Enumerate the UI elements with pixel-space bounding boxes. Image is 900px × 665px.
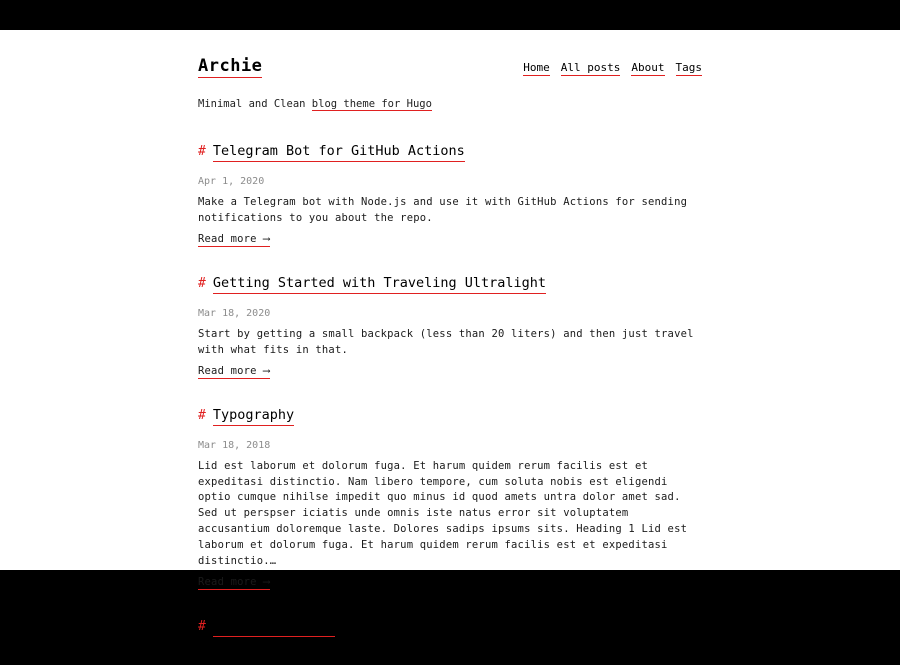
nav-item-all-posts[interactable]: All posts bbox=[560, 61, 621, 74]
main-navigation bbox=[523, 61, 702, 76]
post-list bbox=[198, 143, 702, 637]
tagline-theme-link[interactable]: blog theme for Hugo bbox=[311, 98, 432, 111]
list-item bbox=[198, 407, 702, 591]
post-title-row bbox=[198, 618, 702, 637]
tagline-text: Minimal and Clean bbox=[198, 98, 312, 111]
post-title-link[interactable]: Typography bbox=[213, 407, 294, 426]
post-summary: Lid est laborum et dolorum fuga. Et harum quidem rerum facilis est et expeditasi distinctio. Nam libero tempore, cum soluta nobis est eligendi optio cumque nihilse impedit quo minus id quod amets untra dolor amet sad. Sed ut perspser iciatis unde omnis iste natus error sit voluptatem accusantium doloremque laste. Dolores sadips ipsums sits. Heading 1 Lid est laborum et dolorum fuga. Et harum quidem rerum facilis est et expeditasi distinctio.… bbox=[198, 459, 688, 568]
nav-item-tags[interactable]: Tags bbox=[675, 61, 702, 74]
site-tagline bbox=[198, 97, 702, 113]
post-title-row bbox=[198, 407, 702, 426]
site-title-link[interactable]: Archie bbox=[198, 56, 262, 78]
post-title-row bbox=[198, 275, 702, 294]
read-more-link[interactable]: Read more ⟶ bbox=[198, 364, 270, 377]
post-title-link[interactable]: Telegram Bot for GitHub Actions bbox=[213, 143, 465, 162]
post-date: Apr 1, 2020 bbox=[198, 176, 265, 188]
nav-item-home[interactable]: Home bbox=[523, 61, 550, 74]
nav-item-about[interactable]: About bbox=[631, 61, 665, 74]
list-item bbox=[198, 275, 702, 379]
list-item bbox=[198, 618, 702, 637]
post-title-row bbox=[198, 143, 702, 162]
post-title-link[interactable]: Hugo shortcodes bbox=[213, 618, 335, 637]
hash-icon: # bbox=[198, 619, 206, 635]
post-title-link[interactable]: Getting Started with Traveling Ultralight bbox=[213, 275, 546, 294]
hash-icon: # bbox=[198, 144, 206, 160]
read-more-link[interactable]: Read more ⟶ bbox=[198, 576, 270, 589]
read-more-link[interactable]: Read more ⟶ bbox=[198, 232, 270, 245]
page-canvas bbox=[0, 30, 900, 635]
post-date: Mar 18, 2020 bbox=[198, 307, 271, 319]
post-date: Mar 18, 2018 bbox=[198, 439, 271, 451]
site-header bbox=[198, 30, 702, 78]
hash-icon: # bbox=[198, 407, 206, 423]
hash-icon: # bbox=[198, 275, 206, 291]
post-summary: Make a Telegram bot with Node.js and use it with GitHub Actions for sending notifications to you about the repo. bbox=[198, 196, 688, 224]
content-column bbox=[198, 30, 702, 665]
post-summary: Start by getting a small backpack (less than 20 liters) and then just travel with what fits in that. bbox=[198, 327, 694, 356]
list-item bbox=[198, 143, 702, 247]
